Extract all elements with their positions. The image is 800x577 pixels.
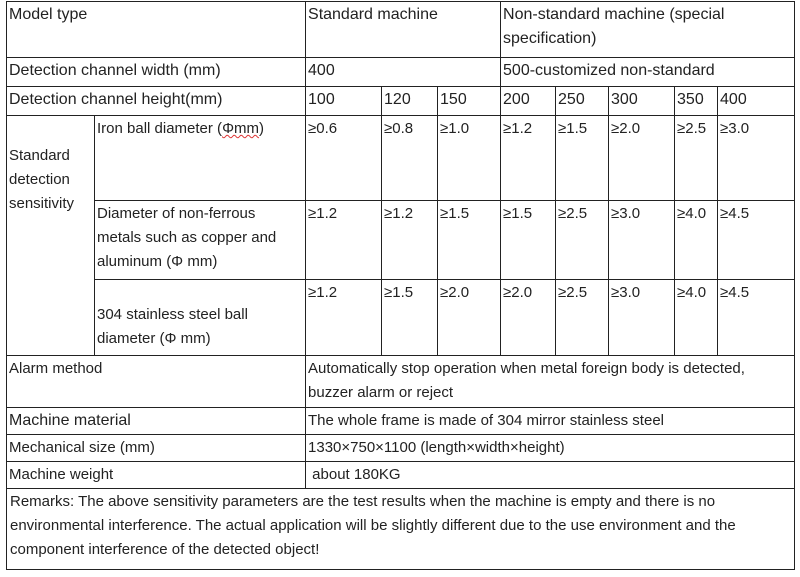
stainless-steel-value: ≥4.0 <box>675 280 718 356</box>
machine-weight-row <box>7 462 795 489</box>
non-ferrous-value: ≥1.5 <box>438 201 501 280</box>
iron-ball-value: ≥1.2 <box>501 116 556 201</box>
specification-table <box>6 1 795 570</box>
machine-weight-label: Machine weight <box>7 462 306 489</box>
iron-ball-value: ≥0.6 <box>306 116 382 201</box>
phi-mm-unit: Φmm <box>222 120 260 137</box>
standard-machine-header: Standard machine <box>306 2 501 58</box>
channel-height-value: 350 <box>675 87 718 116</box>
channel-height-value: 150 <box>438 87 501 116</box>
channel-width-non-standard: 500-customized non-standard <box>501 58 795 87</box>
non-ferrous-label: Diameter of non-ferrous metals such as copper and aluminum (Φ mm) <box>95 201 306 280</box>
channel-width-row <box>7 58 795 87</box>
iron-ball-row <box>7 116 795 201</box>
iron-ball-value: ≥3.0 <box>718 116 795 201</box>
stainless-steel-value: ≥1.2 <box>306 280 382 356</box>
channel-height-value: 300 <box>609 87 675 116</box>
iron-ball-value: ≥0.8 <box>382 116 438 201</box>
channel-height-value: 100 <box>306 87 382 116</box>
stainless-steel-row <box>7 280 795 356</box>
alarm-method-value: Automatically stop operation when metal foreign body is detected, buzzer alarm or reject <box>306 356 795 408</box>
stainless-steel-value: ≥1.5 <box>382 280 438 356</box>
channel-width-label: Detection channel width (mm) <box>7 58 306 87</box>
iron-ball-value: ≥2.0 <box>609 116 675 201</box>
mechanical-size-value: 1330×750×1100 (length×width×height) <box>306 435 795 462</box>
non-ferrous-value: ≥2.5 <box>556 201 609 280</box>
non-ferrous-value: ≥4.5 <box>718 201 795 280</box>
stainless-steel-value: ≥2.0 <box>501 280 556 356</box>
iron-ball-value: ≥2.5 <box>675 116 718 201</box>
model-type-label: Model type <box>7 2 306 58</box>
non-ferrous-value: ≥1.2 <box>306 201 382 280</box>
mechanical-size-row <box>7 435 795 462</box>
non-ferrous-value: ≥3.0 <box>609 201 675 280</box>
iron-ball-label: Iron ball diameter (Φmm) <box>95 116 306 201</box>
machine-weight-value: about 180KG <box>306 462 795 489</box>
alarm-method-label: Alarm method <box>7 356 306 408</box>
remarks-row <box>7 489 795 570</box>
channel-height-label: Detection channel height(mm) <box>7 87 306 116</box>
alarm-method-row <box>7 356 795 408</box>
stainless-steel-label: 304 stainless steel ball diameter (Φ mm) <box>95 280 306 356</box>
channel-height-value: 250 <box>556 87 609 116</box>
channel-width-standard: 400 <box>306 58 501 87</box>
mechanical-size-label: Mechanical size (mm) <box>7 435 306 462</box>
remarks-text: Remarks: The above sensitivity parameters are the test results when the machine is empty and there is no environmental interference. The actual application will be slightly different due to the use environment and the component interference of the detected object! <box>7 489 795 570</box>
iron-ball-value: ≥1.5 <box>556 116 609 201</box>
non-ferrous-value: ≥1.2 <box>382 201 438 280</box>
stainless-steel-value: ≥2.0 <box>438 280 501 356</box>
iron-ball-value: ≥1.0 <box>438 116 501 201</box>
non-ferrous-row <box>7 201 795 280</box>
machine-material-row <box>7 408 795 435</box>
non-standard-machine-header: Non-standard machine (special specification) <box>501 2 795 58</box>
channel-height-row <box>7 87 795 116</box>
channel-height-value: 200 <box>501 87 556 116</box>
stainless-steel-value: ≥3.0 <box>609 280 675 356</box>
machine-material-label: Machine material <box>7 408 306 435</box>
stainless-steel-value: ≥2.5 <box>556 280 609 356</box>
model-type-row <box>7 2 795 58</box>
channel-height-value: 120 <box>382 87 438 116</box>
stainless-steel-value: ≥4.5 <box>718 280 795 356</box>
machine-material-value: The whole frame is made of 304 mirror stainless steel <box>306 408 795 435</box>
non-ferrous-value: ≥4.0 <box>675 201 718 280</box>
non-ferrous-value: ≥1.5 <box>501 201 556 280</box>
sensitivity-group-label: Standard detection sensitivity <box>7 116 95 356</box>
channel-height-value: 400 <box>718 87 795 116</box>
